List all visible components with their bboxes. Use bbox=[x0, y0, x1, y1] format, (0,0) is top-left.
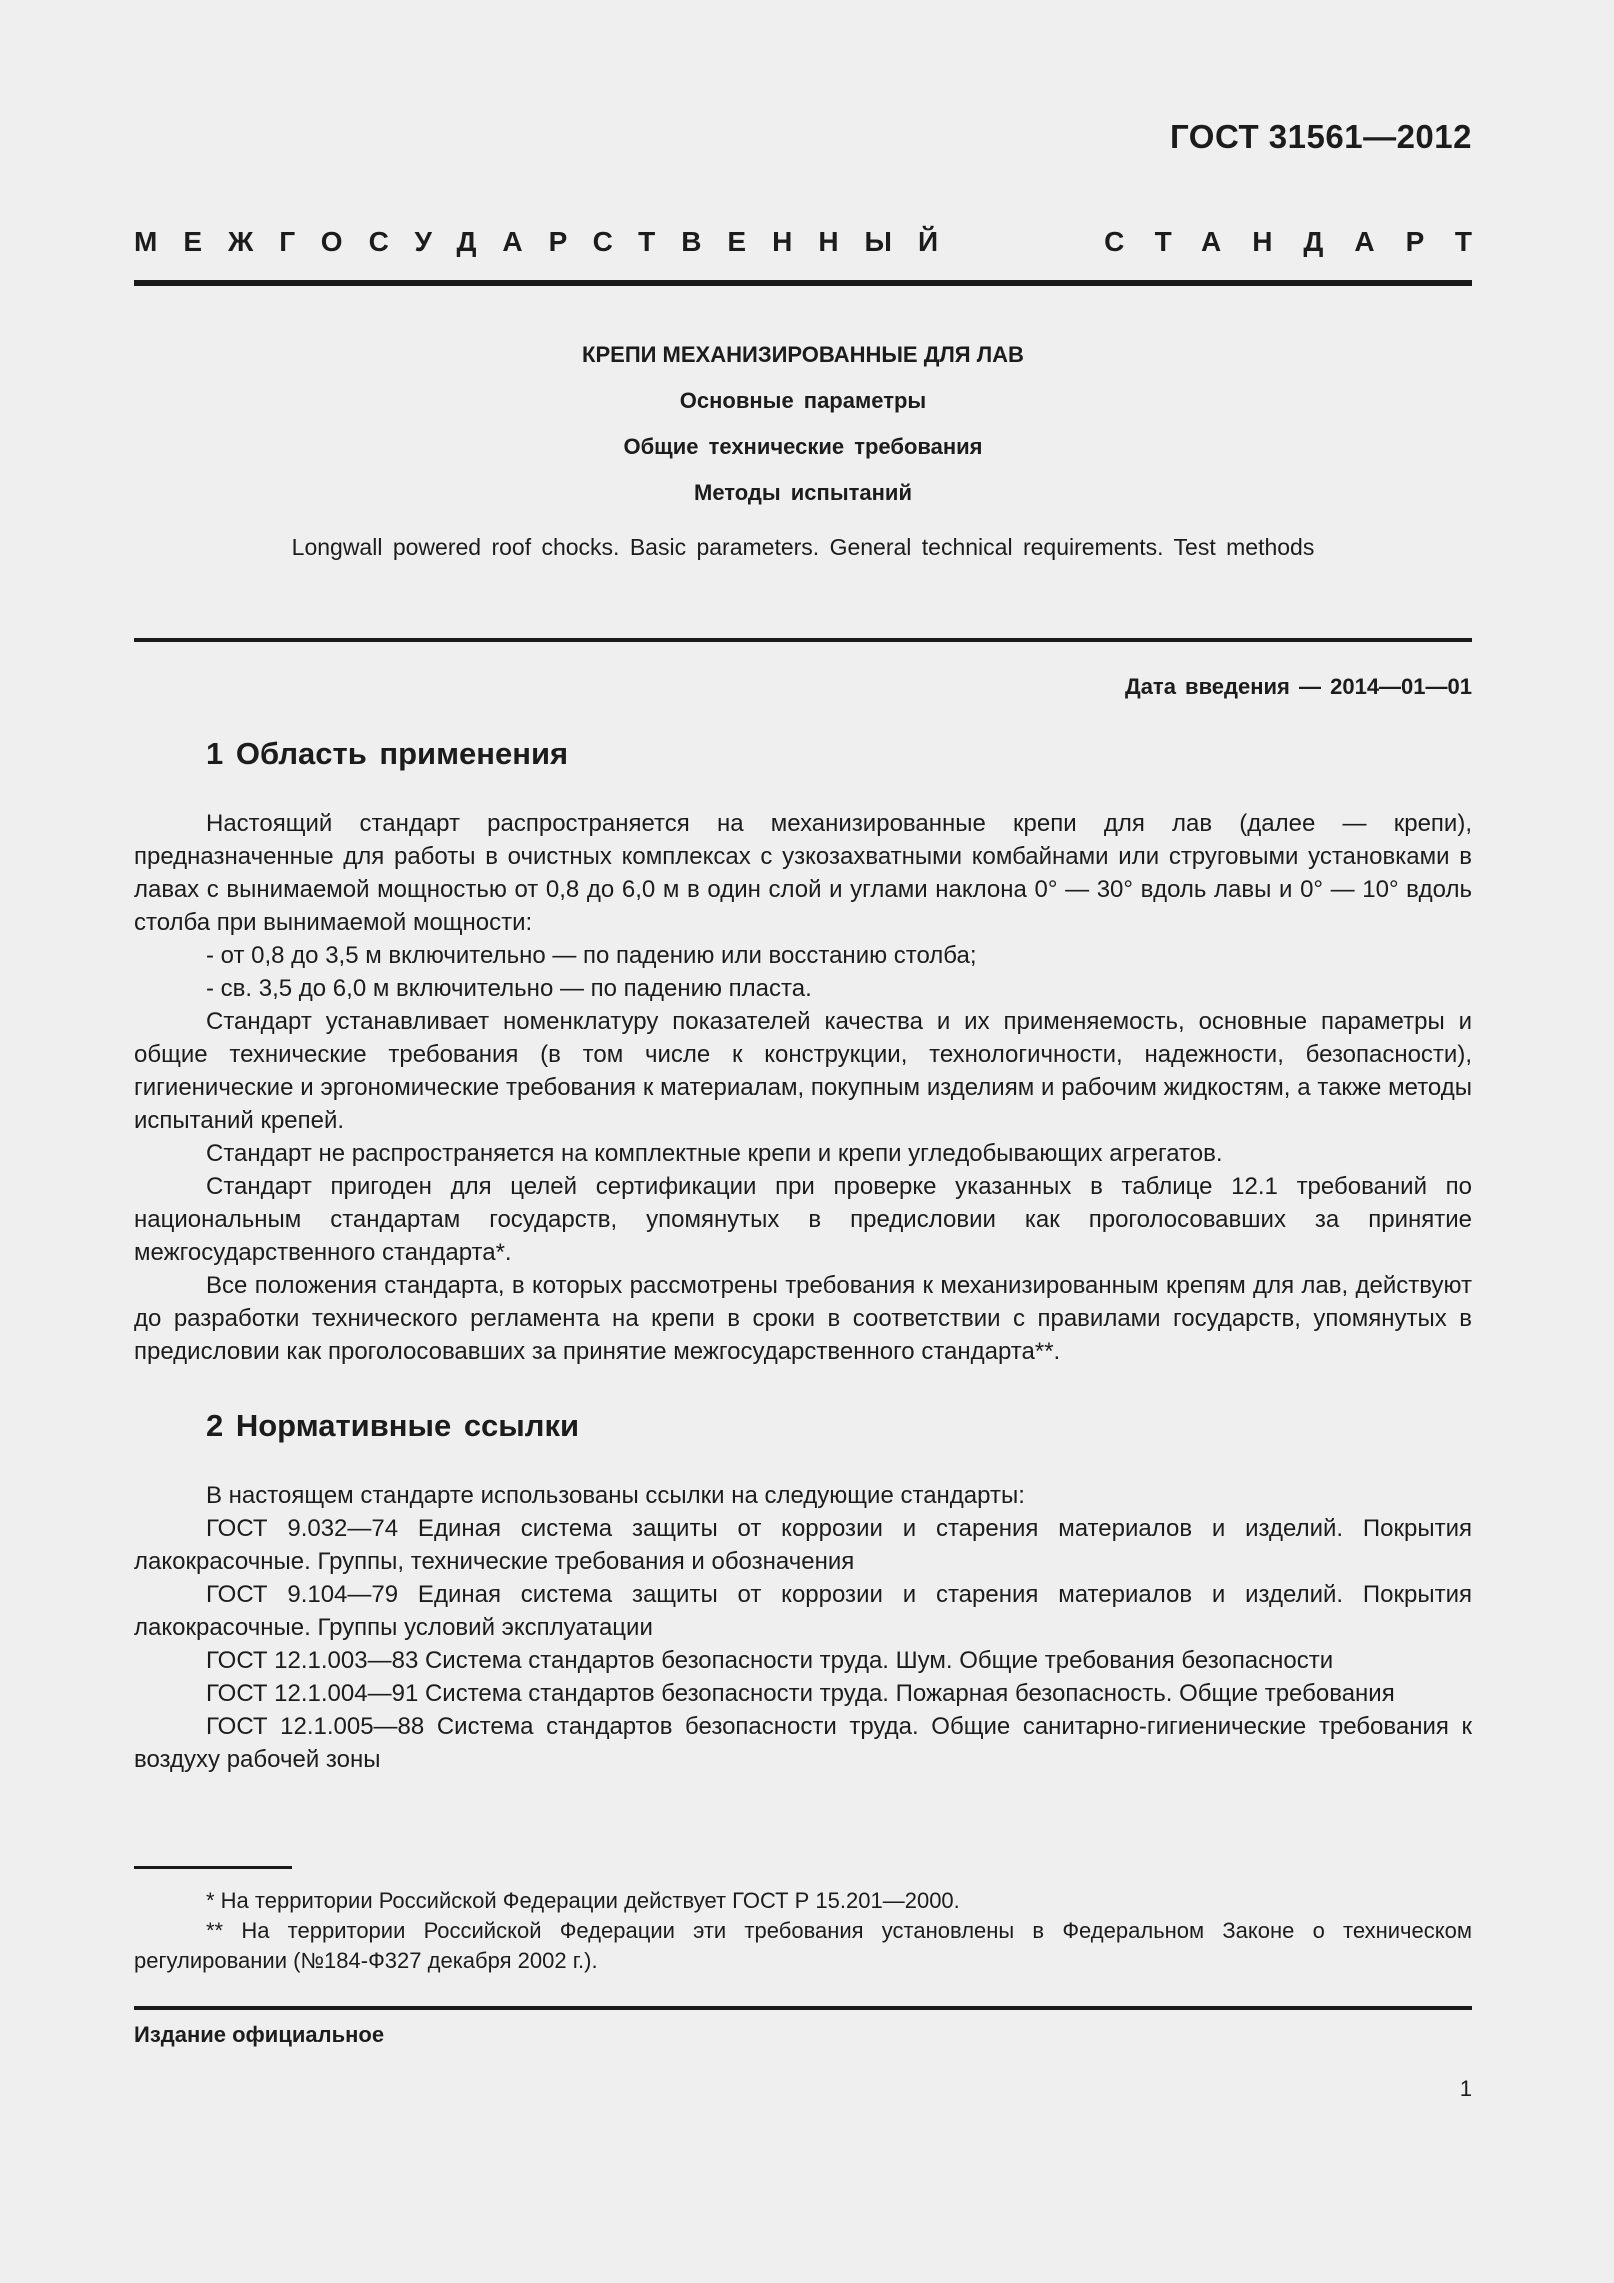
reference-item: ГОСТ 9.032—74 Единая система защиты от коррозии и старения материалов и изделий. Покрытия лакокрасочные. Группы, технические требования и обозначения bbox=[134, 1515, 1472, 1575]
subtitle-test-methods: Методы испытаний bbox=[694, 480, 912, 505]
list-item: - от 0,8 до 3,5 м включительно — по падению или восстанию столба; bbox=[206, 942, 977, 969]
reference-item: ГОСТ 12.1.005—88 Система стандартов безопасности труда. Общие санитарно-гигиенические требования к воздуху рабочей зоны bbox=[134, 1713, 1472, 1773]
gost-code: ГОСТ 31561—2012 bbox=[1170, 118, 1472, 155]
introduction-date: Дата введения — 2014—01—01 bbox=[1125, 674, 1472, 699]
banner-word-interstate: МЕЖГОСУДАРСТВЕННЫЙ bbox=[134, 226, 965, 257]
paragraph: Стандарт не распространяется на комплектные крепи и крепи угледобывающих агрегатов. bbox=[206, 1140, 1223, 1167]
document-title: КРЕПИ МЕХАНИЗИРОВАННЫЕ ДЛЯ ЛАВ bbox=[582, 342, 1024, 367]
subtitle-basic-parameters: Основные параметры bbox=[679, 388, 927, 413]
footnote: * На территории Российской Федерации действует ГОСТ Р 15.201—2000. bbox=[206, 1888, 960, 1913]
paragraph: В настоящем стандарте использованы ссылки на следующие стандарты: bbox=[206, 1482, 1025, 1509]
section-normative-references bbox=[134, 1408, 1472, 1776]
footnote: ** На территории Российской Федерации эти требования установлены в Федеральном Законе о техническом регулировании (№184-Ф327 декабря 2002 г.). bbox=[134, 1918, 1472, 1973]
subtitle-technical-requirements: Общие технические требования bbox=[623, 434, 983, 459]
footer-divider bbox=[134, 2006, 1472, 2010]
title-divider bbox=[134, 638, 1472, 642]
footnote-divider bbox=[134, 1866, 292, 1869]
page-number: 1 bbox=[1459, 2076, 1472, 2101]
paragraph: Настоящий стандарт распространяется на механизированные крепи для лав (далее — крепи), предназначенные для работы в очистных комплексах с узкозахватными комбайнами или струговыми установками в лавах с вынимаемой мощностью от 0,8 до 6,0 м в один слой и углами наклона 0° — 30° вдоль лавы и 0° — 10° вдоль столба при вынимаемой мощности: bbox=[134, 810, 1472, 936]
section-scope bbox=[134, 736, 1472, 1368]
title-block bbox=[134, 342, 1472, 561]
header-divider bbox=[134, 280, 1472, 286]
reference-item: ГОСТ 12.1.003—83 Система стандартов безопасности труда. Шум. Общие требования безопасности bbox=[206, 1647, 1334, 1674]
section-heading: 2 Нормативные ссылки bbox=[206, 1408, 580, 1443]
standard-banner bbox=[134, 226, 1503, 258]
section-body bbox=[134, 1479, 1472, 1776]
section-body bbox=[134, 807, 1472, 1368]
paragraph: Все положения стандарта, в которых рассмотрены требования к механизированным крепям для лав, действуют до разработки технического регламента на крепи в сроки в соответствии с правилами государств, упомянутых в предисловии как проголосовавших за принятие межгосударственного стандарта**. bbox=[134, 1272, 1472, 1365]
reference-item: ГОСТ 12.1.004—91 Система стандартов безопасности труда. Пожарная безопасность. Общие требования bbox=[206, 1680, 1395, 1707]
paragraph: Стандарт пригоден для целей сертификации при проверке указанных в таблице 12.1 требований по национальным стандартам государств, упомянутых в предисловии как проголосовавших за принятие межгосударственного стандарта*. bbox=[134, 1173, 1472, 1266]
banner-word-standard: СТАНДАРТ bbox=[1104, 226, 1503, 257]
english-title: Longwall powered roof chocks. Basic parameters. General technical requirements. Test methods bbox=[291, 534, 1315, 560]
paragraph: Стандарт устанавливает номенклатуру показателей качества и их применяемость, основные параметры и общие технические требования (в том числе к конструкции, технологичности, надежности, безопасности), гигиенические и эргономические требования к материалам, покупным изделиям и рабочим жидкостям, а также методы испытаний крепей. bbox=[134, 1008, 1472, 1134]
footnotes bbox=[134, 1886, 1472, 1976]
section-heading: 1 Область применения bbox=[206, 736, 569, 771]
reference-item: ГОСТ 9.104—79 Единая система защиты от коррозии и старения материалов и изделий. Покрытия лакокрасочные. Группы условий эксплуатации bbox=[134, 1581, 1472, 1641]
list-item: - св. 3,5 до 6,0 м включительно — по падению пласта. bbox=[206, 975, 812, 1002]
edition-label: Издание официальное bbox=[134, 2022, 385, 2047]
